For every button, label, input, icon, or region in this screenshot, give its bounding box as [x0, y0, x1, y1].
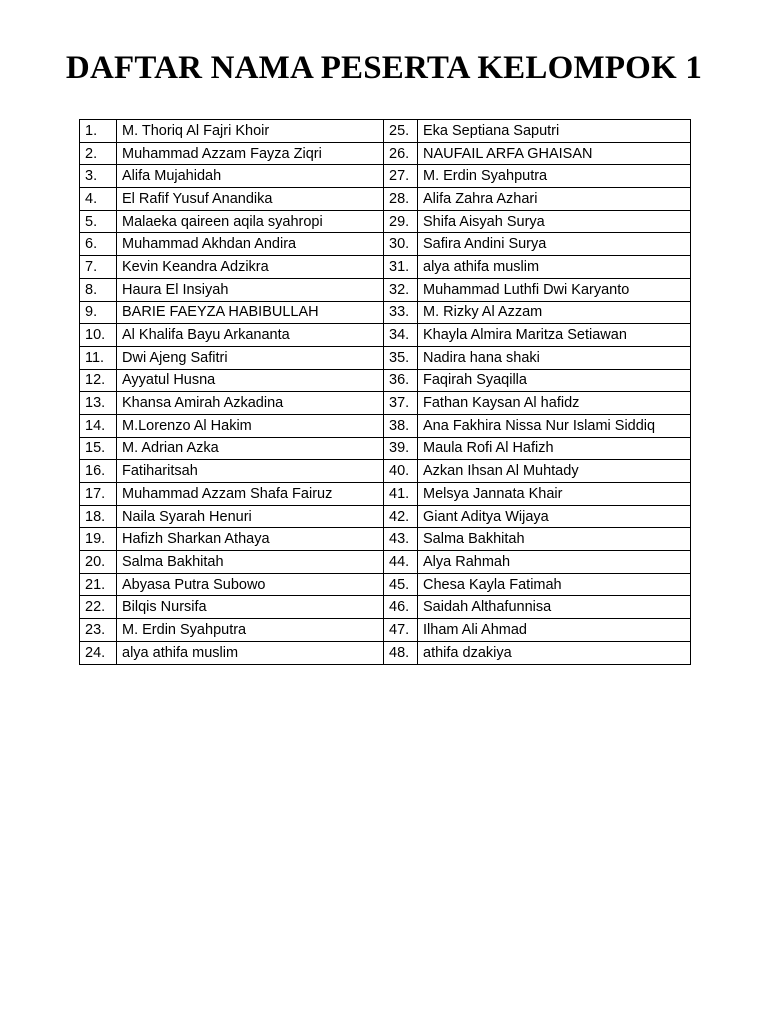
participant-name: Alifa Mujahidah — [117, 165, 384, 188]
participant-number: 15. — [80, 437, 117, 460]
participant-name: El Rafif Yusuf Anandika — [117, 188, 384, 211]
participant-name: Muhammad Luthfi Dwi Karyanto — [418, 278, 691, 301]
participant-number: 17. — [80, 483, 117, 506]
participant-number: 18. — [80, 505, 117, 528]
participant-number: 19. — [80, 528, 117, 551]
participant-number: 1. — [80, 120, 117, 143]
participant-number: 31. — [384, 256, 418, 279]
participant-number: 10. — [80, 324, 117, 347]
participant-number: 24. — [80, 641, 117, 664]
participant-name: Faqirah Syaqilla — [418, 369, 691, 392]
participant-number: 8. — [80, 278, 117, 301]
participant-name: Nadira hana shaki — [418, 346, 691, 369]
participant-number: 3. — [80, 165, 117, 188]
participant-number: 42. — [384, 505, 418, 528]
table-row — [80, 392, 691, 415]
participant-name: Malaeka qaireen aqila syahropi — [117, 210, 384, 233]
participant-name: Al Khalifa Bayu Arkananta — [117, 324, 384, 347]
participant-number: 39. — [384, 437, 418, 460]
participant-name: Alifa Zahra Azhari — [418, 188, 691, 211]
participant-number: 37. — [384, 392, 418, 415]
table-row — [80, 573, 691, 596]
participant-number: 4. — [80, 188, 117, 211]
participant-number: 41. — [384, 483, 418, 506]
participant-number: 35. — [384, 346, 418, 369]
participant-number: 14. — [80, 414, 117, 437]
participant-number: 27. — [384, 165, 418, 188]
participant-name: BARIE FAEYZA HABIBULLAH — [117, 301, 384, 324]
participant-number: 32. — [384, 278, 418, 301]
participant-number: 5. — [80, 210, 117, 233]
participant-name: Muhammad Azzam Shafa Fairuz — [117, 483, 384, 506]
participant-name: alya athifa muslim — [117, 641, 384, 664]
participant-number: 44. — [384, 551, 418, 574]
participant-name: Maula Rofi Al Hafizh — [418, 437, 691, 460]
participant-name: M. Rizky Al Azzam — [418, 301, 691, 324]
participant-name: Khansa Amirah Azkadina — [117, 392, 384, 415]
table-row — [80, 233, 691, 256]
participant-number: 16. — [80, 460, 117, 483]
table-row — [80, 301, 691, 324]
participant-name: Muhammad Akhdan Andira — [117, 233, 384, 256]
table-row — [80, 619, 691, 642]
table-row — [80, 483, 691, 506]
participant-number: 45. — [384, 573, 418, 596]
participant-name: M.Lorenzo Al Hakim — [117, 414, 384, 437]
participant-name: Chesa Kayla Fatimah — [418, 573, 691, 596]
table-row — [80, 414, 691, 437]
participant-number: 6. — [80, 233, 117, 256]
participant-number: 13. — [80, 392, 117, 415]
participant-table-body — [80, 120, 691, 665]
participant-name: Fatiharitsah — [117, 460, 384, 483]
participant-number: 12. — [80, 369, 117, 392]
participant-number: 48. — [384, 641, 418, 664]
participant-number: 30. — [384, 233, 418, 256]
participant-number: 34. — [384, 324, 418, 347]
table-row — [80, 528, 691, 551]
participant-number: 2. — [80, 142, 117, 165]
table-row — [80, 120, 691, 143]
participant-table — [79, 119, 691, 665]
participant-number: 26. — [384, 142, 418, 165]
participant-name: Dwi Ajeng Safitri — [117, 346, 384, 369]
participant-number: 43. — [384, 528, 418, 551]
participant-name: M. Erdin Syahputra — [117, 619, 384, 642]
table-row — [80, 278, 691, 301]
participant-name: alya athifa muslim — [418, 256, 691, 279]
table-row — [80, 165, 691, 188]
table-row — [80, 596, 691, 619]
participant-number: 46. — [384, 596, 418, 619]
participant-number: 7. — [80, 256, 117, 279]
participant-name: Alya Rahmah — [418, 551, 691, 574]
participant-number: 9. — [80, 301, 117, 324]
participant-number: 21. — [80, 573, 117, 596]
participant-name: Salma Bakhitah — [418, 528, 691, 551]
participant-name: Azkan Ihsan Al Muhtady — [418, 460, 691, 483]
participant-name: Bilqis Nursifa — [117, 596, 384, 619]
participant-number: 22. — [80, 596, 117, 619]
participant-number: 29. — [384, 210, 418, 233]
participant-number: 25. — [384, 120, 418, 143]
participant-name: Khayla Almira Maritza Setiawan — [418, 324, 691, 347]
participant-number: 11. — [80, 346, 117, 369]
participant-name: athifa dzakiya — [418, 641, 691, 664]
table-row — [80, 210, 691, 233]
participant-name: Salma Bakhitah — [117, 551, 384, 574]
participant-name: Ayyatul Husna — [117, 369, 384, 392]
participant-number: 23. — [80, 619, 117, 642]
participant-name: Saidah Althafunnisa — [418, 596, 691, 619]
participant-name: Eka Septiana Saputri — [418, 120, 691, 143]
participant-name: Kevin Keandra Adzikra — [117, 256, 384, 279]
table-row — [80, 551, 691, 574]
participant-name: Naila Syarah Henuri — [117, 505, 384, 528]
participant-number: 33. — [384, 301, 418, 324]
table-row — [80, 256, 691, 279]
table-row — [80, 369, 691, 392]
participant-name: Hafizh Sharkan Athaya — [117, 528, 384, 551]
table-row — [80, 437, 691, 460]
participant-name: NAUFAIL ARFA GHAISAN — [418, 142, 691, 165]
table-row — [80, 460, 691, 483]
participant-name: Ilham Ali Ahmad — [418, 619, 691, 642]
participant-name: Abyasa Putra Subowo — [117, 573, 384, 596]
participant-name: Ana Fakhira Nissa Nur Islami Siddiq — [418, 414, 691, 437]
table-row — [80, 142, 691, 165]
participant-name: Fathan Kaysan Al hafidz — [418, 392, 691, 415]
participant-number: 38. — [384, 414, 418, 437]
participant-number: 40. — [384, 460, 418, 483]
participant-name: Giant Aditya Wijaya — [418, 505, 691, 528]
page-title: DAFTAR NAMA PESERTA KELOMPOK 1 — [65, 50, 703, 86]
participant-name: Muhammad Azzam Fayza Ziqri — [117, 142, 384, 165]
participant-number: 36. — [384, 369, 418, 392]
participant-name: M. Thoriq Al Fajri Khoir — [117, 120, 384, 143]
table-row — [80, 346, 691, 369]
table-row — [80, 641, 691, 664]
participant-name: Shifa Aisyah Surya — [418, 210, 691, 233]
table-row — [80, 188, 691, 211]
participant-number: 20. — [80, 551, 117, 574]
participant-number: 28. — [384, 188, 418, 211]
participant-name: Haura El Insiyah — [117, 278, 384, 301]
participant-name: M. Adrian Azka — [117, 437, 384, 460]
participant-name: Safira Andini Surya — [418, 233, 691, 256]
table-row — [80, 324, 691, 347]
participant-name: Melsya Jannata Khair — [418, 483, 691, 506]
participant-number: 47. — [384, 619, 418, 642]
table-row — [80, 505, 691, 528]
participant-name: M. Erdin Syahputra — [418, 165, 691, 188]
